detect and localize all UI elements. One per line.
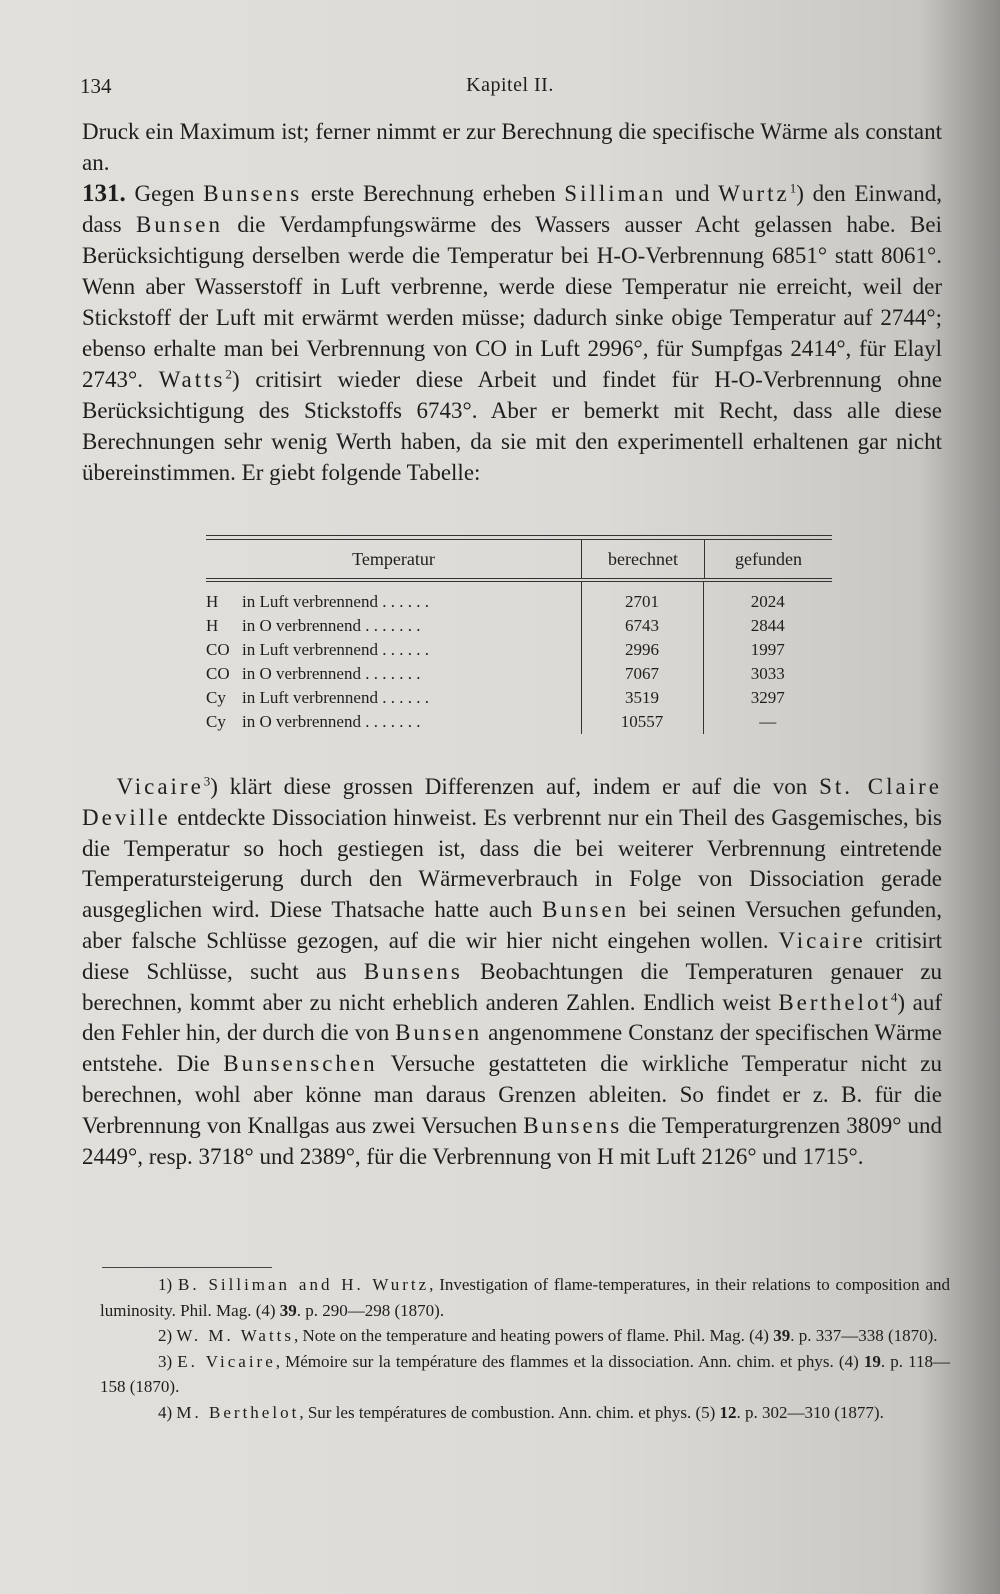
table-row: H in O verbrennend . . . . . . . 6743 2844 — [206, 614, 832, 638]
author-bunsen: Bunsen — [136, 212, 224, 237]
author-berthelot: Berthelot — [778, 989, 891, 1015]
section-number: 131. — [82, 180, 126, 207]
footnote-2: 2) W. M. Watts, Note on the temperature and heating powers of flame. Phil. Mag. (4) 39. p. 337—338 (1870). — [158, 1326, 938, 1345]
value-calculated: 6743 — [581, 614, 703, 638]
footnote-divider — [102, 1267, 272, 1268]
value-calculated: 3519 — [581, 686, 703, 710]
author-bunsens: Bunsens — [203, 181, 303, 206]
text-line: Druck ein Maximum ist; ferner nimmt er zur Berechnung die specifische Wärme als constant an. — [82, 119, 942, 175]
value-calculated: 10557 — [581, 710, 703, 734]
author-wurtz: Wurtz — [718, 181, 790, 206]
section-131-text: 131. Gegen Bunsens erste Berechnung erheben Silliman und Wurtz$^1$) den Einwand, dass Bunsen die Verdampfungswärme des Wassers ausser Acht gelassen habe. Bei Berücksichtigung derselben werde die Temperatur bei H-O-Verbrennung 6851° statt 8061°. Wenn aber Wasserstoff in Luft verbrenne, werde diese Temperatur nie erreicht, weil der Stickstoff der Luft mit erwärmt werden müsse; dadurch sinke obige Temperatur auf 2744°; ebenso erhalte man bei Verbrennung von CO in Luft 2996°, für Sumpfgas 2414°, für Elayl 2743°. Watts$^2$) critisirt wieder diese Arbeit und findet für H-O-Verbrennung ohne Berücksichtigung des Stickstoffs 6743°. Aber er bemerkt mit Recht, dass alle diese Berechnungen sehr wenig Werth haben, da sie mit den experimentell erhaltenen gar nicht übereinstimmen. Er giebt folgende Tabelle: — [82, 180, 943, 485]
footnote-ref-4[interactable]: 4 — [890, 988, 898, 1004]
footnote-ref-3[interactable]: 3 — [203, 773, 211, 789]
temperature-table — [206, 535, 832, 734]
footnote-3: 3) E. Vicaire, Mémoire sur la température des flammes et la dissociation. Ann. chim. et phys. (4) 19. p. 118—158 (1870). — [100, 1351, 950, 1396]
author-vicaire: Vicaire — [116, 774, 204, 799]
paragraph-131 — [82, 116, 942, 488]
footnotes — [100, 1272, 950, 1425]
value-calculated: 2701 — [581, 582, 703, 614]
table-row: CO in O verbrennend . . . . . . . 7067 3033 — [206, 662, 832, 686]
page-header — [80, 74, 940, 104]
footnote-4: 4) M. Berthelot, Sur les températures de combustion. Ann. chim. et phys. (5) 12. p. 302—310 (1877). — [158, 1402, 884, 1422]
column-header: berechnet — [582, 540, 705, 578]
author-watts: Watts — [158, 367, 226, 392]
table-header-row — [206, 540, 832, 578]
value-calculated: 7067 — [581, 662, 703, 686]
value-found: 3297 — [750, 688, 785, 707]
footnote-ref-2[interactable]: 2 — [225, 366, 232, 382]
table-row: Cy in O verbrennend . . . . . . . 10557 — — [206, 710, 832, 734]
footnote-1: 1) B. Silliman and H. Wurtz, Investigation of flame-temperatures, in their relations to composition and luminosity. Phil. Mag. (4) 39. p. 290—298 (1870). — [100, 1275, 950, 1320]
author-deville: St. Claire Deville — [82, 774, 942, 830]
value-found: 2024 — [750, 592, 785, 611]
footnote-ref-1[interactable]: 1 — [789, 180, 797, 196]
table-row: H in Luft verbrennend . . . . . . 2701 2024 — [206, 582, 832, 614]
value-found: 2844 — [750, 616, 785, 635]
column-header: gefunden — [735, 548, 802, 569]
value-found: 1997 — [750, 640, 785, 659]
paragraph-vicaire: Vicaire$^3$) klärt diese grossen Differenzen auf, indem er auf die von St. Claire Deville entdeckte Dissociation hinweist. Es verbrennt nur ein Theil des Gasgemisches, bis die Temperatur so hoch gestiegen ist, dass die bei weiterer Verbrennung eintretende Temperatursteigerung durch den Wärmeverbrauch in Folge von Dissociation gerade ausgeglichen wird. Diese Thatsache hatte auch Bunsen bei seinen Versuchen gefunden, aber falsche Schlüsse gezogen, auf die wir hier nicht eingehen wollen. Vicaire critisirt diese Schlüsse, sucht aus Bunsens Beobachtungen die Temperaturen genauer zu berechnen, kommt aber zu nicht erheblich anderen Zahlen. Endlich weist Berthelot$^4$) auf den Fehler hin, der durch die von Bunsen angenommene Constanz der specifischen Wärme entstehe. Die Bunsenschen Versuche gestatteten die wirkliche Temperatur nicht zu berechnen, wohl aber könne man daraus Grenzen ableiten. So findet er z. B. für die Verbrennung von Knallgas aus zwei Versuchen Bunsens die Temperaturgrenzen 3809° und 2449°, resp. 3718° und 2389°, für die Verbrennung von H mit Luft 2126° und 1715°. — [82, 773, 943, 1169]
table-row: Cy in Luft verbrennend . . . . . . 3519 3297 — [206, 686, 832, 710]
value-calculated: 2996 — [581, 638, 703, 662]
author-silliman: Silliman — [564, 181, 667, 206]
column-header: Temperatur — [206, 540, 582, 578]
table-row: CO in Luft verbrennend . . . . . . 2996 1997 — [206, 638, 832, 662]
page-number: 134 — [80, 74, 112, 98]
value-found: 3033 — [750, 664, 785, 683]
running-head: Kapitel II. — [466, 74, 554, 96]
value-found: — — [759, 712, 777, 731]
